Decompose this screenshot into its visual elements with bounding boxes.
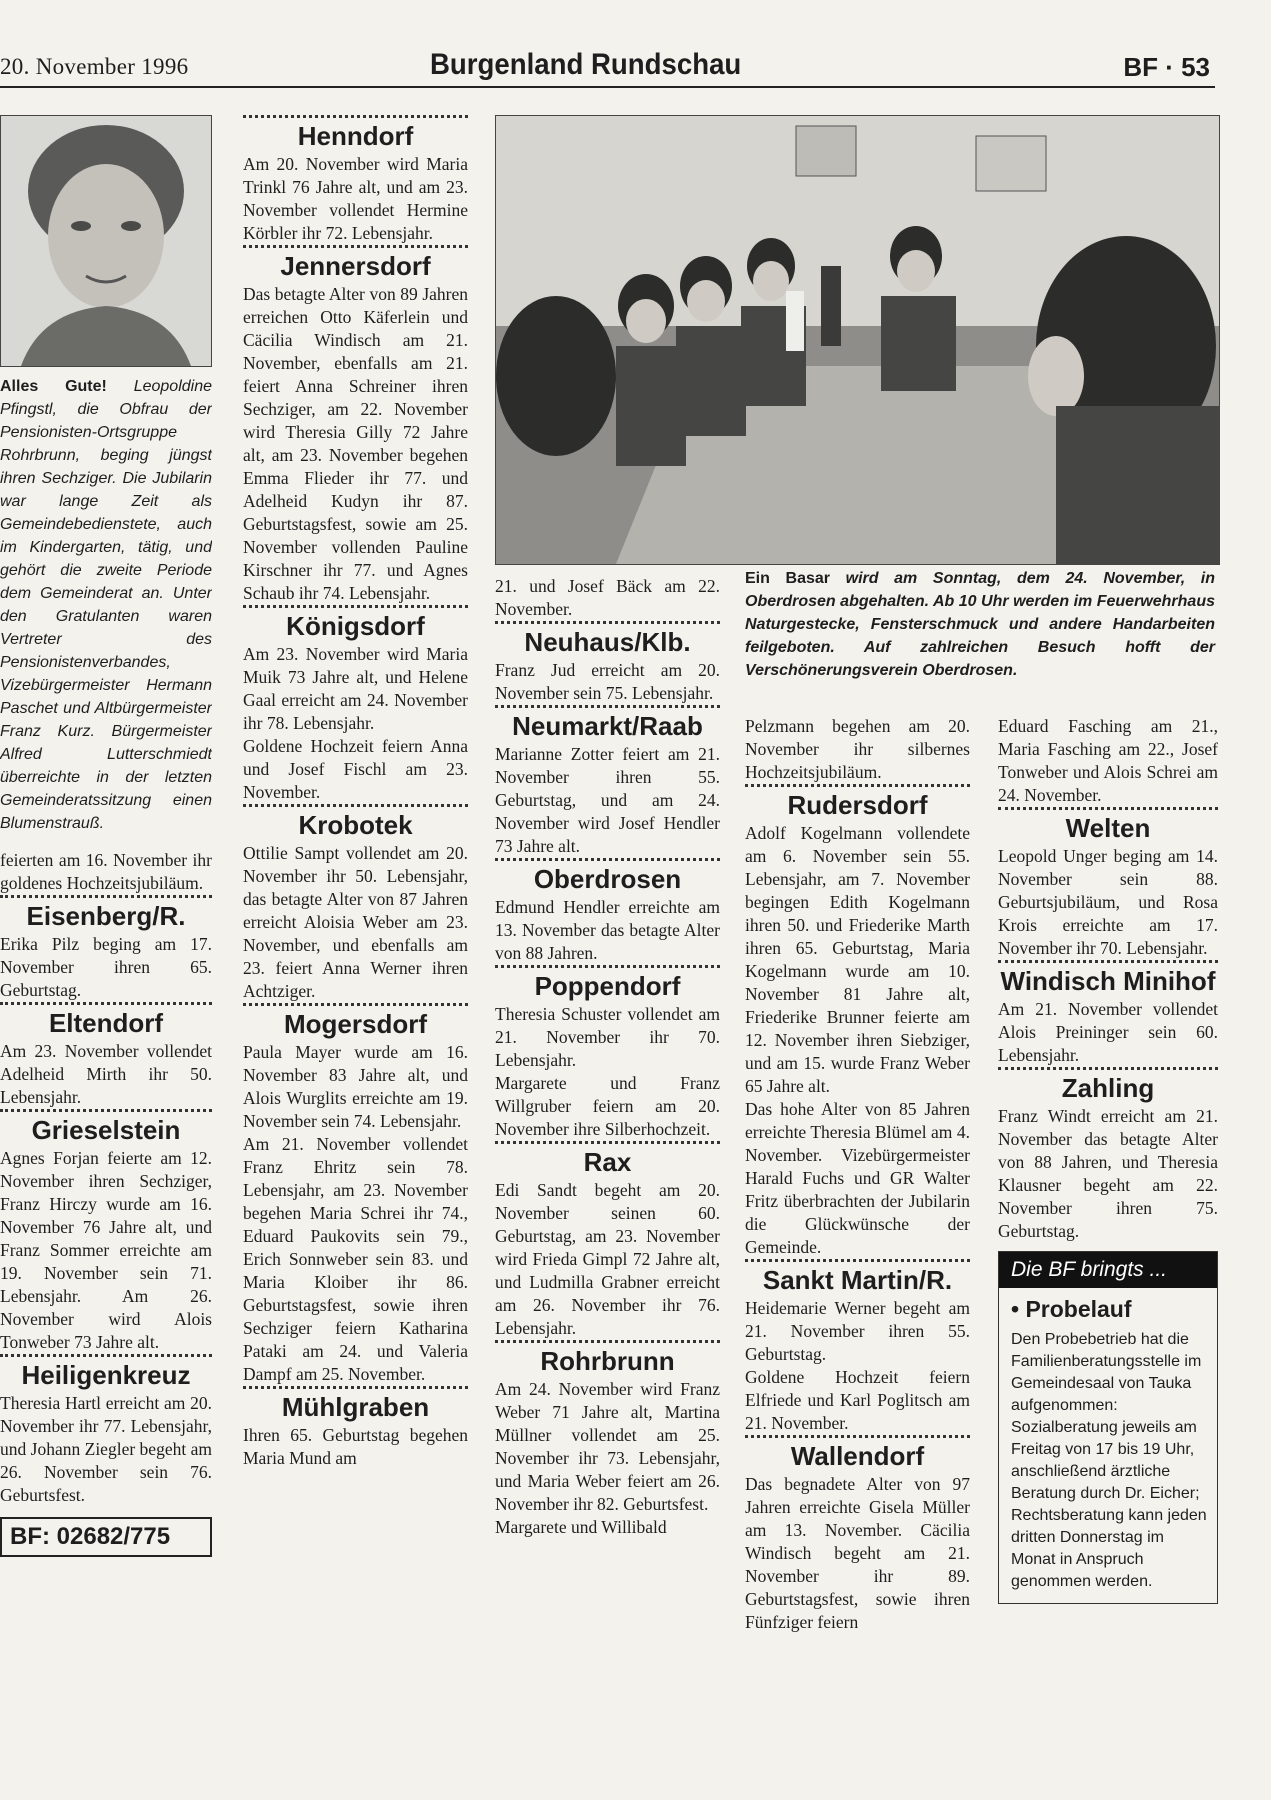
section-heading: Poppendorf: [534, 971, 681, 1001]
divider: [745, 1259, 970, 1262]
section-heading: Grieselstein: [31, 1115, 181, 1145]
page-header: [0, 40, 1210, 90]
section-text: Heidemarie Werner begeht am 21. November ihren 55. Geburtstag.: [745, 1298, 970, 1364]
bf-info-box: [998, 1251, 1218, 1604]
section-text: Ottilie Sampt vollendet am 20. November ihr 50. Lebensjahr, das betagte Alter von 87 Jahren erreicht Aloisia Weber am 23. November, und ebenfalls am 23. feiert Anna Werner ihren Achtziger.: [243, 843, 468, 1001]
newspaper-title: Burgenland Rundschau: [430, 48, 742, 81]
column-2: [243, 115, 468, 1775]
section-text: Margarete und Willibald: [495, 1517, 667, 1537]
section-text: Am 21. November vollendet Alois Preininger sein 60. Lebensjahr.: [998, 999, 1218, 1065]
header-rule: [0, 86, 1215, 88]
section-text: Leopold Unger beging am 14. November sein 88. Geburtsjubiläum, und Rosa Krois erreichte am 17. November ihr 70. Lebensjahr.: [998, 846, 1218, 958]
divider: [243, 245, 468, 248]
column-3: [495, 575, 720, 1775]
section-text: Franz Windt erreicht am 21. November das betagte Alter von 88 Jahren, und Theresia Klausner begeht am 22. November ihren 75. Geburtstag.: [998, 1106, 1218, 1241]
bf-info-box-body: [999, 1288, 1217, 1603]
section-heading: Neumarkt/Raab: [512, 711, 703, 741]
section-text: Marianne Zotter feiert am 21. November ihren 55. Geburtstag, und am 24. November wird Josef Hendler 73 Jahre alt.: [495, 744, 720, 856]
section-text: Am 20. November wird Maria Trinkl 76 Jahre alt, und am 23. November vollendet Hermine Körbler ihr 72. Lebensjahr.: [243, 154, 468, 243]
section-heading: Mühlgraben: [281, 1392, 430, 1422]
bf-info-box-title: Die BF bringts ...: [999, 1252, 1217, 1288]
divider: [998, 807, 1218, 810]
divider: [745, 784, 970, 787]
portrait-spacer: [0, 115, 212, 370]
page-number: BF · 53: [1123, 52, 1210, 82]
section-heading: Heiligenkreuz: [21, 1360, 191, 1390]
section-heading: Eltendorf: [48, 1008, 164, 1038]
col3-intro: 21. und Josef Bäck am 22. November.: [495, 576, 720, 619]
issue-date: 20. November 1996: [0, 54, 189, 79]
section-text: Goldene Hochzeit feiern Elfriede und Karl Poglitsch am 21. November.: [745, 1367, 970, 1433]
col4-intro: Pelzmann begehen am 20. November ihr silbernes Hochzeitsjubiläum.: [745, 716, 970, 782]
section-heading: Eisenberg/R.: [26, 901, 186, 931]
section-text: Adolf Kogelmann vollendete am 6. November sein 55. Lebensjahr, am 7. November begingen Edith Kogelmann ihren 50. und Friederike Marth ihren 65. Geburtstag, Maria Kogelmann wurde am 10. November 81 Jahre alt, Friederike Brunner feierte am 12. November ihren Siebziger, und am 15. wurde Franz Weber 65 Jahre alt.: [745, 823, 970, 1096]
bf-info-box-text: Den Probebetrieb hat die Familienberatungsstelle im Gemeindesaal von Tauka aufgenommen: Sozialberatung jeweils am Freitag von 17 bis 19 Uhr, anschließend ärztliche Beratung durch Dr. Eicher; Rechtsberatung kann jeden dritten Donnerstag im Monat in Anspruch genommen werden.: [1011, 1331, 1207, 1590]
phone-box: BF: 02682/775: [0, 1517, 212, 1557]
divider: [243, 605, 468, 608]
divider: [998, 1067, 1218, 1070]
section-text: Goldene Hochzeit feiern Anna und Josef Fischl am 23. November.: [243, 736, 468, 802]
section-text: Paula Mayer wurde am 16. November 83 Jahre alt, und Alois Wurglits erreichte am 19. November sein 74. Lebensjahr.: [243, 1042, 468, 1131]
portrait-caption: [0, 375, 212, 835]
divider: [495, 858, 720, 861]
divider: [495, 1141, 720, 1144]
section-heading: Zahling: [1061, 1073, 1155, 1103]
column-4: [745, 715, 970, 1775]
section-text: Das betagte Alter von 89 Jahren erreichen Otto Käferlein und Cäcilia Windisch am 21. November, ebenfalls am 21. feiert Anna Schreiner ihren Sechziger, am 22. November wird Theresia Gilly 72 Jahre alt, am 23. November begehen Emma Flieder ihr 77. und Adelheid Kudyn ihr 87. Geburtstagsfest, sowie am 25. November vollenden Pauline Kirschner ihr 77. und Agnes Schaub ihr 74. Lebensjahr.: [243, 284, 468, 603]
section-text: Margarete und Franz Willgruber feiern am 20. November ihre Silberhochzeit.: [495, 1073, 720, 1139]
section-heading: Welten: [1065, 813, 1151, 843]
divider: [495, 1340, 720, 1343]
section-heading: Oberdrosen: [533, 864, 682, 894]
section-heading: Henndorf: [297, 121, 414, 151]
section-heading: Rax: [583, 1147, 632, 1177]
section-heading: Rudersdorf: [787, 790, 928, 820]
section-text: Am 23. November wird Maria Muik 73 Jahre alt, und Helene Gaal erreicht am 24. November ihr 78. Lebensjahr.: [243, 644, 468, 733]
divider: [243, 115, 468, 118]
divider: [243, 804, 468, 807]
section-heading: Mogersdorf: [284, 1009, 427, 1039]
section-text: Am 24. November wird Franz Weber 71 Jahre alt, Martina Müllner vollendet am 25. November ihr 73. Lebensjahr, und Maria Weber feiert am 26. November ihr 82. Geburtsfest.: [495, 1379, 720, 1514]
section-heading: Neuhaus/Klb.: [524, 627, 691, 657]
divider: [0, 1354, 212, 1357]
divider: [0, 1002, 212, 1005]
section-text: Edi Sandt begeht am 20. November seinen 60. Geburtstag, am 23. November wird Frieda Gimpl 72 Jahre alt, und Ludmilla Grabner erreicht am 26. November ihr 76. Lebensjahr.: [495, 1180, 720, 1338]
bazaar-caption-lead: Ein Basar: [745, 570, 830, 587]
divider: [495, 705, 720, 708]
portrait-caption-lead: Alles Gute!: [0, 378, 107, 395]
section-text: Theresia Schuster vollendet am 21. November ihr 70. Lebensjahr.: [495, 1004, 720, 1070]
section-text: Edmund Hendler erreichte am 13. November das betagte Alter von 88 Jahren.: [495, 897, 720, 963]
section-text: Agnes Forjan feierte am 12. November ihren Sechziger, Franz Hirczy wurde am 16. November 76 Jahre alt, und Franz Sommer erreichte am 19. November sein 71. Lebensjahr. Am 26. November wird Alois Tonweber 73 Jahre alt.: [0, 1148, 212, 1352]
section-heading: Jennersdorf: [280, 251, 431, 281]
col5-intro: Eduard Fasching am 21., Maria Fasching am 22., Josef Tonweber und Alois Schrei am 24. November.: [998, 716, 1218, 805]
section-text: Theresia Hartl erreicht am 20. November ihr 77. Lebensjahr, und Johann Ziegler begeht am 26. November sein 76. Geburtsfest.: [0, 1393, 212, 1505]
section-text: Ihren 65. Geburtstag begehen Maria Mund am: [243, 1425, 468, 1468]
bazaar-caption: [745, 567, 1215, 682]
divider: [745, 1435, 970, 1438]
divider: [0, 895, 212, 898]
section-text: Erika Pilz beging am 17. November ihren 65. Geburtstag.: [0, 934, 212, 1000]
section-text: Das begnadete Alter von 97 Jahren erreichte Gisela Müller am 13. November. Cäcilia Windisch begeht am 21. November ihr 89. Geburtstagsfest, sowie ihren Fünfziger feiern: [745, 1474, 970, 1632]
column-5: [998, 715, 1218, 1775]
bazaar-caption-text: wird am Sonntag, dem 24. November, in Oberdrosen abgehalten. Ab 10 Uhr werden im Feuerwehrhaus Naturgestecke, Fensterschmuck und andere Handarbeiten feilgeboten. Auf zahlreichen Besuch hofft der Verschönerungsverein Oberdrosen.: [745, 570, 1215, 679]
bazaar-photo: [495, 115, 1220, 565]
column-1: [0, 115, 212, 1775]
bf-info-box-subtitle: • Probelauf: [1011, 1296, 1132, 1322]
section-heading: Windisch Minihof: [1000, 966, 1216, 996]
portrait-caption-text: Leopoldine Pfingstl, die Obfrau der Pensionisten-Ortsgruppe Rohrbrunn, beging jüngst ihren Sechziger. Die Jubilarin war lange Zeit als Gemeindebedienstete, auch im Kindergarten, tätig, und gehört die zweite Periode dem Gemeinderat an. Unter den Gratulanten waren Vertreter des Pensionistenverbandes, Vizebürgermeister Hermann Paschet und Altbürgermeister Franz Kurz. Bürgermeister Alfred Lutterschmiedt überreichte in der letzten Gemeinderatssitzung einen Blumenstrauß.: [0, 378, 212, 832]
divider: [0, 1109, 212, 1112]
divider: [998, 960, 1218, 963]
section-text: Am 23. November vollendet Adelheid Mirth ihr 50. Lebensjahr.: [0, 1041, 212, 1107]
section-heading: Wallendorf: [790, 1441, 925, 1471]
divider: [243, 1386, 468, 1389]
section-heading: Königsdorf: [286, 611, 425, 641]
col1-intro: feierten am 16. November ihr goldenes Hochzeitsjubiläum.: [0, 850, 212, 893]
section-heading: Krobotek: [298, 810, 413, 840]
divider: [243, 1003, 468, 1006]
divider: [495, 621, 720, 624]
section-text: Franz Jud erreicht am 20. November sein 75. Lebensjahr.: [495, 660, 720, 703]
divider: [495, 965, 720, 968]
section-heading: Rohrbrunn: [540, 1346, 675, 1376]
section-heading: Sankt Martin/R.: [762, 1265, 953, 1295]
section-text: Am 21. November vollendet Franz Ehritz sein 78. Lebensjahr, am 23. November begehen Maria Schrei ihr 74., Eduard Paukovits sein 79., Erich Sonnweber sein 83. und Maria Kloiber ihr 86. Geburtstagsfest, sowie ihren Sechziger feiern Katharina Pataki am 24. und Valeria Dampf am 25. November.: [243, 1134, 468, 1384]
section-text: Das hohe Alter von 85 Jahren erreichte Theresia Blümel am 4. November. Vizebürgermeister Harald Fuchs und GR Walter Fritz überbrachten der Jubilarin die Glückwünsche der Gemeinde.: [745, 1099, 970, 1257]
